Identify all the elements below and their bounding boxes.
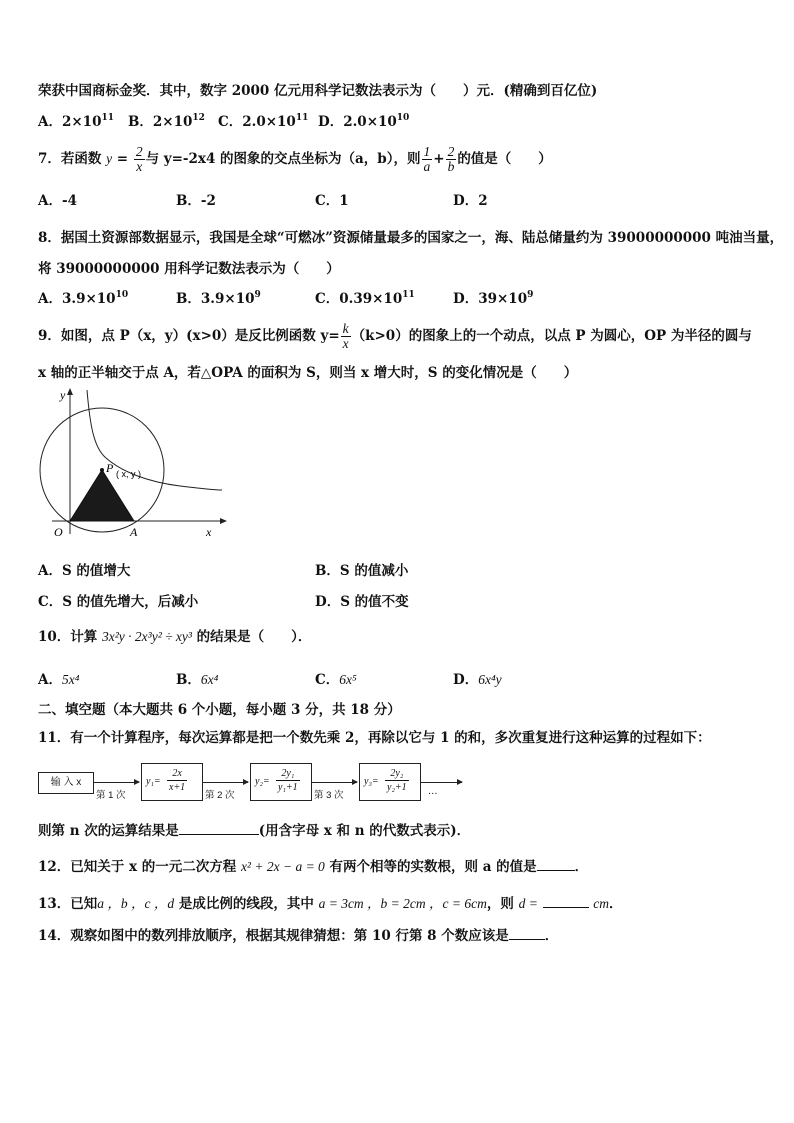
y-label: y [60, 388, 66, 402]
q7-option-d: D．2 [453, 193, 488, 209]
q10-expression: 3x²y · 2x³y² ÷ xy³ [102, 629, 192, 644]
q13-stem: 13．已知a ，b ，c ，d 是成比例的线段，其中 a = 3cm ，b = 2cm ，c = 6cm，则 d = cm． [38, 896, 623, 912]
q9-figure [30, 386, 230, 546]
q11-answer-line: 则第 n 次的运算结果是 (用含字母 x 和 n 的代数式表示)． [38, 823, 471, 839]
p-coordinates: ( x, y ) [116, 469, 141, 479]
q11-flowchart [38, 760, 468, 810]
q6-option-c: C．$2.0\times 10^{11}$ [218, 113, 309, 130]
q7-fraction-1-over-a: $\frac{1}{a}$ [423, 144, 431, 174]
q8-option-d: D．$39\times 10^9$ [453, 290, 534, 307]
q7-option-c: C．1 [315, 193, 349, 209]
q9-stem-line2: x 轴的正半轴交于点 A，若△OPA 的面积为 S，则当 x 增大时，S 的变化情况是（ ） [38, 365, 578, 381]
q12-stem: 12．已知关于 x 的一元二次方程 x² + 2x − a = 0 有两个相等的实数根，则 a 的值是 ． [38, 859, 589, 875]
y-axis-arrow [67, 388, 73, 395]
flow-step-1: 第 1 次 [96, 790, 126, 801]
q7-option-a: A．-4 [38, 193, 77, 209]
q6-option-a: A．$2\times 10^{11}$ [38, 113, 114, 130]
q8-line2: 将 39000000000 用科学记数法表示为（ ） [38, 261, 340, 277]
q9-option-d: D．S 的值不变 [315, 594, 409, 610]
q7-fraction-2-over-x: $\frac{2}{x}$ [135, 144, 143, 174]
flow-box-y3: y₃= $\frac{\text{2y₂}}{\text{y₂+1}}$ [359, 763, 421, 801]
q10-option-a: A．5x⁴ [38, 672, 80, 688]
q12-equation: x² + 2x − a = 0 [240, 859, 325, 874]
q14-stem: 14．观察如图中的数列排放顺序，根据其规律猜想：第 10 行第 8 个数应该是 ． [38, 928, 559, 944]
q9-option-b: B．S 的值减小 [315, 563, 409, 579]
q7-fraction-2-over-b: $\frac{2}{b}$ [447, 144, 455, 174]
q11-answer-blank[interactable] [179, 822, 259, 835]
q10-option-b: B．6x⁴ [176, 672, 219, 688]
p-label: P [106, 461, 114, 475]
q14-answer-blank[interactable] [509, 927, 545, 940]
q10-option-c: C．6x⁵ [315, 672, 357, 688]
flow-step-3: 第 3 次 [314, 790, 344, 801]
flow-arrow-1 [93, 782, 139, 783]
q6-option-d: D．$2.0\times 10^{10}$ [318, 113, 410, 130]
q9-fraction-k-over-x: $\frac{k}{x}$ [342, 321, 349, 351]
q11-stem: 11．有一个计算程序，每次运算都是把一个数先乘 2，再除以它与 1 的和，多次重复进行这种运算的过程如下： [38, 730, 711, 746]
flow-box-y1: y₁= $\frac{2x}{x+1}$ [141, 763, 203, 801]
q7-option-b: B．-2 [176, 193, 216, 209]
q6-option-b: B．$2\times 10^{12}$ [128, 113, 205, 130]
q9-option-a: A．S 的值增大 [38, 563, 131, 579]
q6-line: 荣获中国商标金奖．其中，数字 2000 亿元用科学记数法表示为（ ）元．(精确到百亿位) [38, 83, 598, 99]
q7-stem: 7．若函数 y = $\frac{2}{x}$ 与 y=-2x4 的图象的交点坐标为（a，b），则 $\frac{1}{a}$ + $\frac{2}{b}$ 的值是（ ） [38, 144, 552, 174]
x-axis-arrow [220, 518, 227, 524]
flow-arrow-4 [420, 782, 462, 783]
q9-option-c: C．S 的值先增大，后减小 [38, 594, 199, 610]
flow-arrow-2 [202, 782, 248, 783]
flow-box-y2: y₂= $\frac{\text{2y₁}}{\text{y₁+1}}$ [250, 763, 312, 801]
q9-stem-line1: 9．如图，点 P（x，y）(x>0）是反比例函数 y= $\frac{k}{x}$ （k>0）的图象上的一个动点，以点 P 为圆心，OP 为半径的圆与 [38, 321, 752, 351]
q8-line1: 8．据国土资源部数据显示，我国是全球“可燃冰”资源储量最多的国家之一，海、陆总储量约为 39000000000 吨油当量， [38, 230, 784, 246]
q10-option-d: D．6x⁴y [453, 672, 502, 688]
flow-step-2: 第 2 次 [205, 790, 235, 801]
q8-option-c: C．$0.39\times 10^{11}$ [315, 290, 415, 307]
flow-ellipsis: … [428, 786, 438, 797]
hyperbola-curve [87, 390, 222, 490]
o-label: O [54, 525, 63, 539]
point-p [100, 468, 104, 472]
q13-given-lengths: a = 3cm ，b = 2cm ，c = 6cm [318, 896, 487, 911]
x-label: x [206, 525, 212, 539]
q13-answer-blank[interactable] [543, 895, 589, 908]
section-2-heading: 二、填空题（本大题共 6 个小题，每小题 3 分，共 18 分） [38, 702, 401, 718]
q8-option-a: A．$3.9\times 10^{10}$ [38, 290, 129, 307]
flow-input-box: 输 入 x [38, 772, 94, 794]
flow-arrow-3 [311, 782, 357, 783]
q12-answer-blank[interactable] [537, 858, 575, 871]
a-label: A [130, 525, 138, 539]
q10-stem: 10．计算 3x²y · 2x³y² ÷ xy³ 的结果是（ ）． [38, 629, 312, 645]
q8-option-b: B．$3.9\times 10^9$ [176, 290, 261, 307]
